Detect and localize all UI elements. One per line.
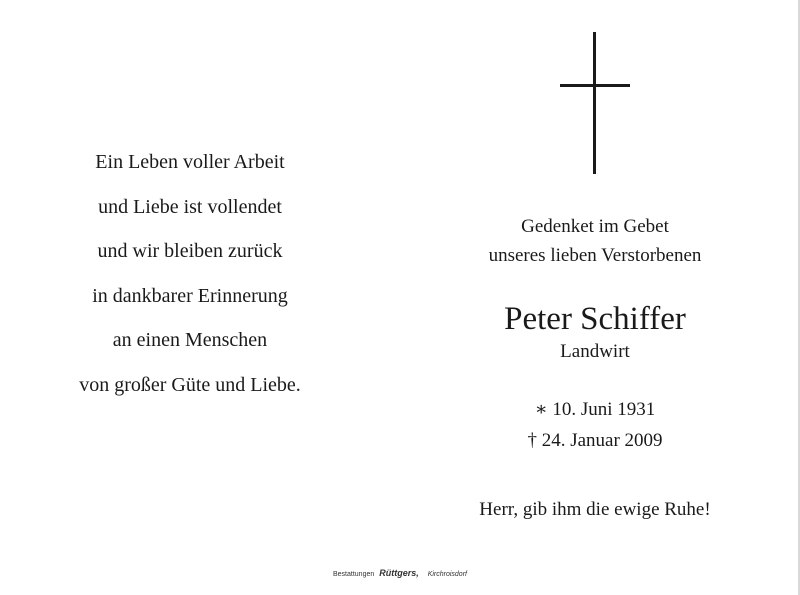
blessing [440, 496, 750, 524]
blessing-text: Herr, gib ihm die ewige Ruhe! [479, 499, 711, 520]
birth-date: ∗ 10. Juni 1931 [534, 399, 656, 420]
imprint-place: Kirchroisdorf [427, 571, 467, 578]
life-dates [440, 394, 750, 456]
poem-line: und wir bleiben zurück [97, 240, 283, 262]
funeral-home-imprint [0, 568, 800, 578]
deceased-occupation: Landwirt [560, 341, 630, 362]
deceased-name: Peter Schiffer [504, 301, 686, 337]
prayer-line: unseres lieben Verstorbenen [488, 245, 702, 266]
poem-line: Ein Leben voller Arbeit [95, 151, 285, 173]
poem-line: an einen Menschen [112, 329, 268, 351]
latin-cross-icon [560, 32, 630, 174]
prayer-request [440, 212, 750, 270]
imprint-brand: Rüttgers, [379, 568, 419, 578]
poem-line: von großer Güte und Liebe. [79, 373, 301, 396]
deceased-info [440, 298, 750, 364]
memorial-poem [30, 144, 350, 411]
poem-line: in dankbarer Erinnerung [92, 284, 288, 307]
poem-line: und Liebe ist vollendet [98, 195, 282, 218]
prayer-line: Gedenket im Gebet [521, 216, 669, 237]
imprint-prefix: Bestattungen [333, 571, 375, 578]
death-date: † 24. Januar 2009 [527, 430, 663, 451]
